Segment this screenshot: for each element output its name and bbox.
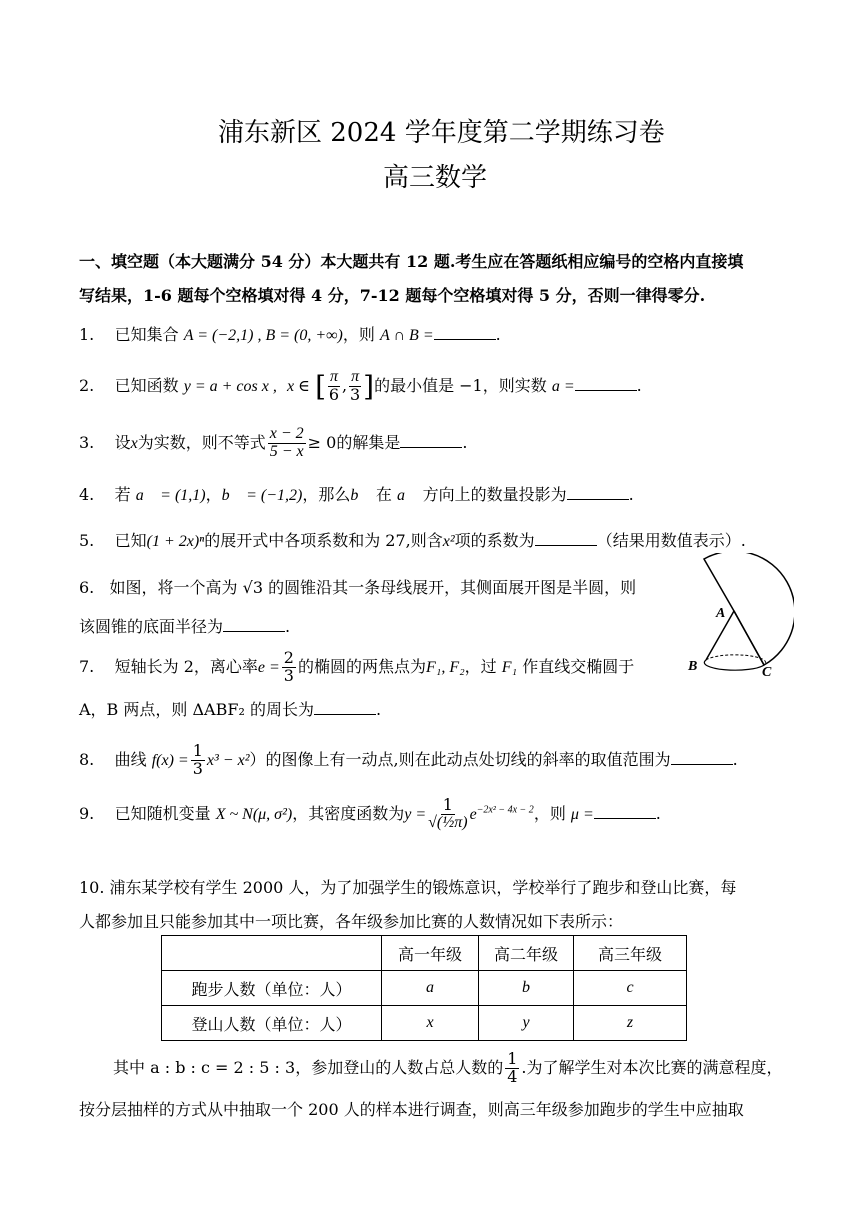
answer-blank xyxy=(567,483,629,500)
figure-label-c: C xyxy=(762,665,772,679)
answer-blank xyxy=(314,698,376,715)
question-2: 2. 已知函数 y = a + cos x , x ∈ [ $\frac{\pi}{6}$ , $\frac{\pi}{3}$ ]的最小值是 −1，则实数 a = . xyxy=(79,368,642,404)
table-header-cell: 高一年级 xyxy=(382,936,479,971)
answer-blank xyxy=(434,323,496,340)
table-header-cell xyxy=(162,936,382,971)
answer-blank xyxy=(223,615,285,632)
table-cell: 登山人数（单位：人） xyxy=(162,1006,382,1041)
question-10-line2: 人都参加且只能参加其中一项比赛，各年级参加比赛的人数情况如下表所示： xyxy=(79,912,624,931)
question-9: 9. 已知随机变量 X ~ N(μ, σ²)，其密度函数为y = $\frac{1}{\text{√(½π)}}$ $e^{-2x^2 - 4x - 2}$，则 μ = . xyxy=(79,795,661,831)
table-cell: b xyxy=(479,971,574,1006)
question-1: 1. 已知集合 A = (−2,1) , B = (0, +∞)，则 A ∩ B = . xyxy=(79,325,501,344)
table-cell: y xyxy=(479,1006,574,1041)
question-7-line1: 7. 短轴长为 2，离心率e = $\frac{2}{3}$ 的椭圆的两焦点为F₁, F₂，过 F₁ 作直线交椭圆于 xyxy=(79,648,635,685)
table-cell: x xyxy=(382,1006,479,1041)
question-10-line4: 按分层抽样的方式从中抽取一个 200 人的样本进行调查，则高三年级参加跑步的学生中应抽取 xyxy=(79,1100,744,1119)
question-6-line2: 该圆锥的底面半径为 . xyxy=(79,617,291,636)
answer-blank xyxy=(535,529,597,546)
table-cell: z xyxy=(574,1006,687,1041)
table-cell: c xyxy=(574,971,687,1006)
section-heading-line1: 一、填空题（本大题满分 54 分）本大题共有 12 题.考生应在答题纸相应编号的空格内直接填 xyxy=(79,252,744,271)
question-6-line1: 6. 如图，将一个高为 √3 的圆锥沿其一条母线展开，其侧面展开图是半圆，则 xyxy=(79,578,637,597)
figure-label-b: B xyxy=(688,659,698,674)
figure-label-a: A xyxy=(716,606,726,621)
table-header-row xyxy=(162,936,687,971)
question-8: 8. 曲线 f(x) = $\frac{1}{3}$ x³ − x²）的图像上有一动点,则在此动点处切线的斜率的取值范围为 . xyxy=(79,741,738,778)
question-10-line1: 10. 浦东某学校有学生 2000 人，为了加强学生的锻炼意识，学校举行了跑步和登山比赛，每 xyxy=(79,878,737,897)
page-subtitle: 高三数学 xyxy=(383,163,488,193)
question-7-line2: A，B 两点，则 ΔABF₂ 的周长为 . xyxy=(79,700,382,719)
question-4: 4. 若 a⃗ = (1,1)，b⃗ = (−1,2)，那么b⃗ 在 a⃗ 方向上的数量投影为 . xyxy=(79,485,634,504)
table-header-cell: 高二年级 xyxy=(479,936,574,971)
answer-blank xyxy=(671,748,733,765)
page-title: 浦东新区 2024 学年度第二学期练习卷 xyxy=(218,118,665,148)
table-row xyxy=(162,971,687,1006)
question-5: 5. 已知(1 + 2x)ⁿ的展开式中各项系数和为 27,则含x²项的系数为 （结果用数值表示）. xyxy=(79,531,746,550)
answer-blank xyxy=(400,431,462,448)
table-cell: 跑步人数（单位：人） xyxy=(162,971,382,1006)
table-row xyxy=(162,1006,687,1041)
participation-table xyxy=(161,935,687,1041)
table-cell: a xyxy=(382,971,479,1006)
table-header-cell: 高三年级 xyxy=(574,936,687,971)
answer-blank xyxy=(575,374,637,391)
question-3: 3. 设x为实数，则不等式 $\frac{x - 2}{5 - x}$ ≥ 0的解集是 . xyxy=(79,425,468,460)
section-heading-line2: 写结果，1-6 题每个空格填对得 4 分，7-12 题每个空格填对得 5 分，否则一律得零分. xyxy=(79,286,706,305)
answer-blank xyxy=(594,802,656,819)
question-10-line3: 其中 a : b : c = 2 : 5 : 3，参加登山的人数占总人数的 $\frac{1}{4}$ .为了解学生对本次比赛的满意程度， xyxy=(113,1049,783,1086)
cone-development-figure xyxy=(686,553,794,679)
